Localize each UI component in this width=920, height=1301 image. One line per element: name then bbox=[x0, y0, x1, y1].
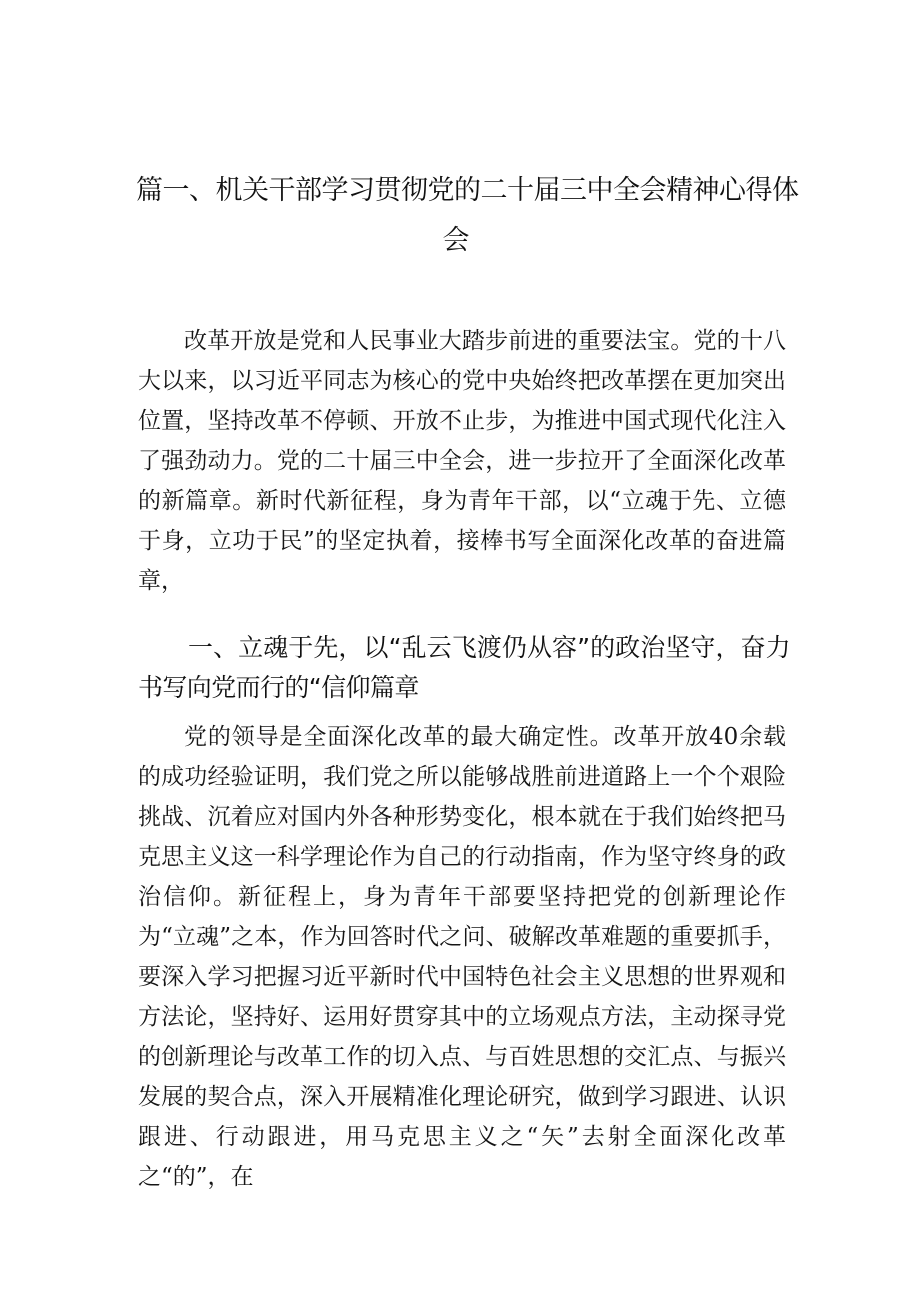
title-line-1: 篇一、机关干部学习贯彻党的二十届三中全会精神心得体 bbox=[136, 175, 799, 206]
title-line-2: 会 bbox=[442, 225, 470, 256]
intro-paragraph: 改革开放是党和人民事业大踏步前进的重要法宝。党的十八大以来，以习近平同志为核心的党中央始终把改革摆在更加突出位置，坚持改革不停顿、开放不止步，为推进中国式现代化注入了强劲动力。党的二十届三中全会，进一步拉开了全面深化改革的新篇章。新时代新征程，身为青年干部，以“立魂于先、立德于身，立功于民”的坚定执着，接棒书写全面深化改革的奋进篇章， bbox=[138, 328, 786, 594]
document-title bbox=[0, 166, 920, 266]
section-1-heading: 一、立魂于先，以“乱云飞渡仍从容”的政治坚守，奋力书写向党而行的“信仰篇章 bbox=[138, 633, 790, 702]
section-1-paragraph: 党的领导是全面深化改革的最大确定性。改革开放40余载的成功经验证明，我们党之所以能够战胜前进道路上一个个艰险挑战、沉着应对国内外各种形势变化，根本就在于我们始终把马克思主义这一科学理论作为自己的行动指南，作为坚守终身的政治信仰。新征程上，身为青年干部要坚持把党的创新理论作为“立魂”之本，作为回答时代之问、破解改革难题的重要抓手，要深入学习把握习近平新时代中国特色社会主义思想的世界观和方法论，坚持好、运用好贯穿其中的立场观点方法，主动探寻党的创新理论与改革工作的切入点、与百姓思想的交汇点、与振兴发展的契合点，深入开展精准化理论研究，做到学习跟进、认识跟进、行动跟进，用马克思主义之“矢”去射全面深化改革之“的”，在 bbox=[138, 724, 786, 1190]
